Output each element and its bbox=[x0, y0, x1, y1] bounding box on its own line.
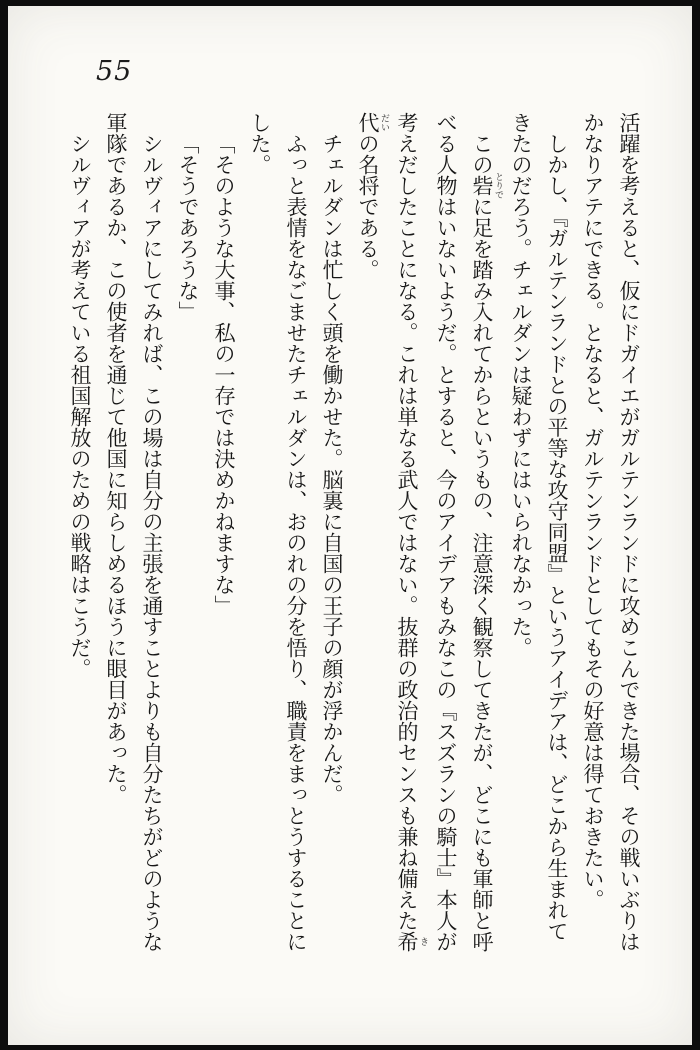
text-column: シルヴィアにしてみれば、この場は自分の主張を通すことよりも自分たちがどのような bbox=[140, 133, 164, 952]
text-column: 考えだしたことになる。これは単なる武人ではない。抜群の政治的センスも兼ね備えた希 き bbox=[395, 112, 428, 952]
text-column: チェルダンは忙しく頭を働かせた。脳裏に自国の王子の顔が浮かんだ。 bbox=[320, 133, 344, 805]
text-column: 軍隊であるか、この使者を通じて他国に知らしめるほうに眼目があった。 bbox=[104, 112, 128, 805]
text-column: 活躍を考えると、仮にドガイエがガルテンランドに攻めこんできた場合、その戦いぶりは bbox=[617, 112, 641, 952]
furigana-ruby: 希 き bbox=[395, 931, 428, 952]
text-column: 「そのような大事、私の一存では決めかねますな」 bbox=[212, 133, 236, 616]
text-column: ふっと表情をなごませたチェルダンは、おのれの分を悟り、職責をまっとうすることに bbox=[284, 133, 308, 952]
text-column: きたのだろう。チェルダンは疑わずにはいられなかった。 bbox=[509, 112, 533, 658]
furigana-ruby: 砦 とりで bbox=[470, 172, 503, 199]
text-column: した。 bbox=[248, 112, 272, 175]
text-column: シルヴィアが考えている祖国解放のための戦略はこうだ。 bbox=[68, 133, 92, 679]
text-column: 「そうであろうな」 bbox=[176, 133, 200, 322]
text-column: べる人物はいないようだ。とすると、今のアイデアもみなこの『スズランの騎士』本人が bbox=[434, 112, 458, 952]
text-column: この砦 とりでに足を踏み入れてからというもの、注意深く観察してきたが、どこにも軍師と呼 bbox=[470, 133, 503, 952]
furigana-ruby: 代 だい bbox=[356, 112, 389, 133]
text-column: かなりアテにできる。となると、ガルテンランドとしてもその好意は得ておきたい。 bbox=[581, 112, 605, 910]
text-block bbox=[68, 112, 647, 952]
text-column: しかし、『ガルテンランドとの平等な攻守同盟』というアイデアは、どこから生まれて bbox=[545, 133, 569, 942]
text-column: 代 だいの名将である。 bbox=[356, 112, 389, 280]
page-number: 55 bbox=[96, 56, 133, 87]
